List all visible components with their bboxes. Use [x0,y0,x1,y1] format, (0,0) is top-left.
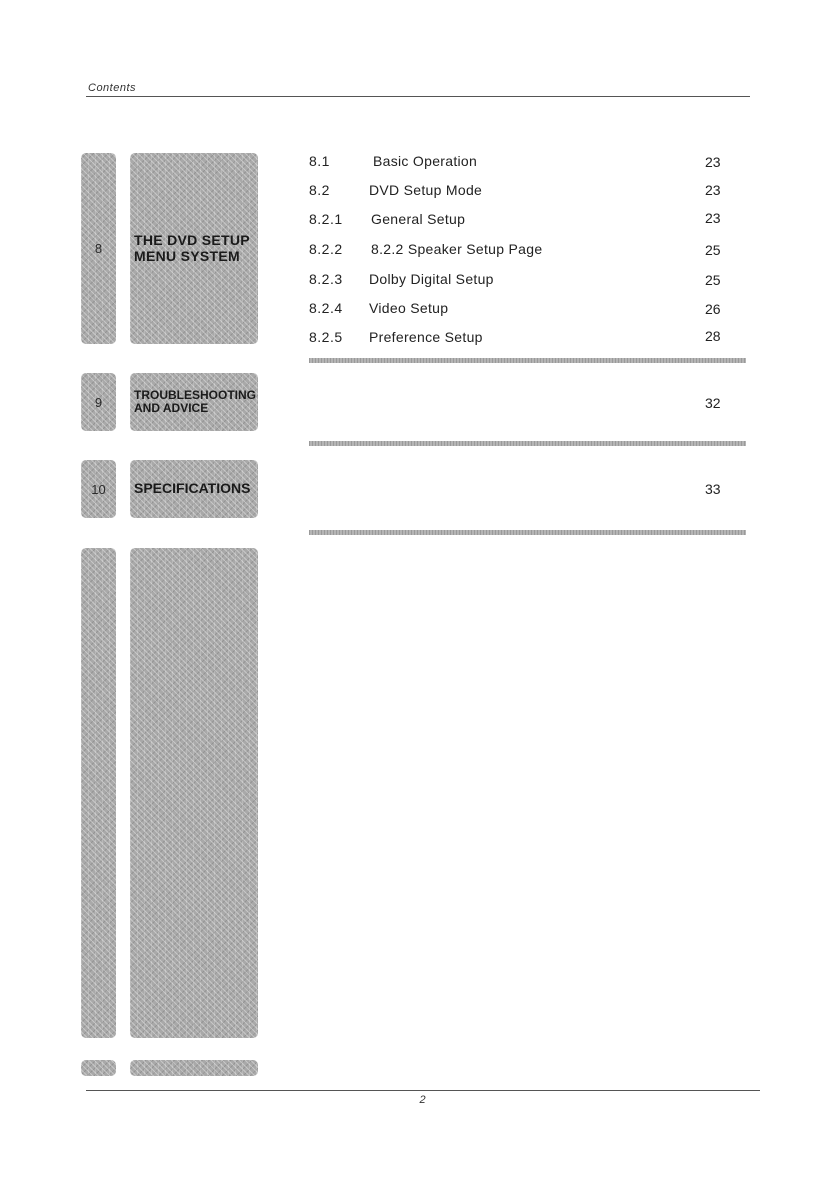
section-divider [309,358,746,363]
toc-entry-text[interactable]: 8.2.2 Speaker Setup Page [371,241,543,257]
section-9-title-box [130,373,258,431]
section-8-title-line1: THE DVD SETUP [134,232,250,249]
toc-entry-num: 8.2.2 [309,241,343,257]
toc-entry-text[interactable]: Video Setup [369,300,449,316]
section-8-title-line2: MENU SYSTEM [134,247,240,264]
section-9-title-line1: TROUBLESHOOTING [134,387,256,402]
toc-entry-page: 23 [705,182,721,198]
footer-rule [86,1090,760,1091]
empty-number-tab-small [81,1060,116,1076]
header-rule [86,96,750,97]
toc-entry-page: 25 [705,272,721,288]
page-header-title: Contents [88,82,137,94]
section-10-title-line1: SPECIFICATIONS [134,480,251,497]
toc-entry-page: 23 [705,210,721,226]
toc-entry-num: 8.2.3 [309,271,343,287]
section-9-title-line2: AND ADVICE [134,401,209,415]
section-divider [309,441,746,446]
page-number: 2 [419,1094,426,1106]
empty-title-tab-small [130,1060,258,1076]
toc-entry-page: 25 [705,242,721,258]
section-8-title-box [130,153,258,344]
toc-entry-text[interactable]: Dolby Digital Setup [369,271,494,287]
section-8-number-box [81,153,116,344]
section-10-title-box [130,460,258,518]
toc-entry-text[interactable]: Preference Setup [369,329,483,345]
toc-entry-num: 8.1 [309,153,330,169]
section-9-number: 9 [94,394,103,410]
section-10-page: 33 [705,481,721,497]
section-divider [309,530,746,535]
toc-entry-page: 26 [705,301,721,317]
toc-entry-text[interactable]: DVD Setup Mode [369,182,483,198]
section-9-page: 32 [705,395,721,411]
empty-title-tab [130,548,258,1038]
section-8-number: 8 [94,241,103,256]
section-10-number: 10 [91,481,106,497]
toc-entry-num: 8.2.4 [309,300,343,316]
toc-entry-num: 8.2 [309,182,330,198]
toc-entry-page: 23 [705,154,721,170]
toc-entry-page: 28 [705,328,721,344]
toc-entry-text[interactable]: General Setup [371,211,466,227]
toc-entry-text[interactable]: Basic Operation [373,153,478,169]
section-10-number-box [81,460,116,518]
toc-entry-num: 8.2.1 [309,211,343,227]
toc-entry-num: 8.2.5 [309,329,343,345]
empty-number-tab [81,548,116,1038]
section-9-number-box [81,373,116,431]
